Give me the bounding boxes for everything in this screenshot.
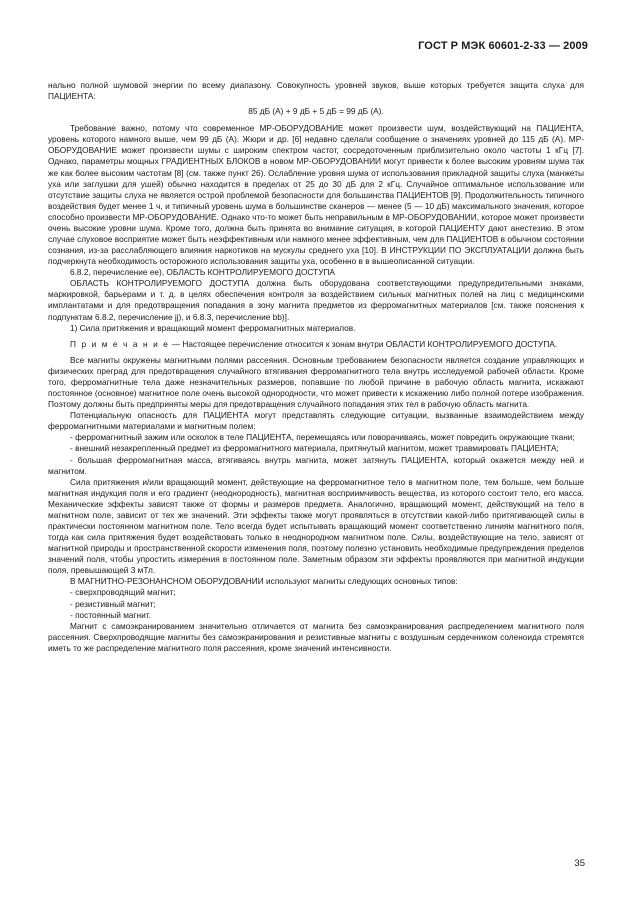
list-item: 1) Сила притяжения и вращающий момент ферромагнитных материалов. bbox=[70, 322, 356, 333]
paragraph: Потенциальную опасность для ПАЦИЕНТА могут представлять следующие ситуации, вызванные взаимодействием между ферромагнитными материалами и магнитным полем: bbox=[48, 410, 584, 432]
list-item: - внешний незакрепленный предмет из ферромагнитного материала, притянутый магнитом, может травмировать ПАЦИЕНТА; bbox=[70, 443, 559, 454]
list-item: - постоянный магнит. bbox=[70, 609, 151, 620]
paragraph: Требование важно, потому что современное МР-ОБОРУДОВАНИЕ может произвести шум, воздействующий на ПАЦИЕНТА, уровень которого намного выше, чем 99 дБ (А). Жюри и др. [6] недавно сделали сообщение о значениях уровней до 115 дБ (А). МР-ОБОРУДОВАНИЕ может произвести шумы с широким спектром частот, сосредоточенным приблизительно около частоты 1 кГц [7]. Однако, параметры мощных ГРАДИЕНТНЫХ БЛОКОВ в новом МР-ОБОРУДОВАНИИ могут привести к более высоким уровням шума так же как более высоким частотам [8] (см. также пункт 26). Ослабление уровня шума от использования прикладной защиты слуха (манжеты уха или заглушки для ушей) обычно находится в пределах от 25 до 30 дБ для 2 кГц. Случайное оптимальное использование или отсутствие защиты слуха не является острой проблемой безопасности для большинства ПАЦИЕНТОВ [9]. Продолжительность типичного воздействия будет менее 1 ч, и типичный уровень шума в большинстве сканеров — менее (5 — 10 дБ) максимального значения, которое способно произвести МР-ОБОРУДОВАНИЕ. Однако что-то может быть неправильным в МР-ОБОРУДОВАНИИ, которое может произвести очень высокие уровни шума. Кроме того, должна быть принята во внимание ситуация, в которой ПАЦИЕНТУ дают анестезию. В этом случае слуховое восприятие может быть неэффективным или намного менее эффективным, чем для ПАЦИЕНТОВ в обычном состоянии сознания, из-за расслабляющего влияния наркотиков на мускулы среднего уха [10]. В ИНСТРУКЦИИ ПО ЭКСПЛУАТАЦИИ должна быть подчеркнута необходимость осторожного использования защиты уха, особенно в в вышеописанной ситуации. bbox=[48, 123, 584, 267]
list-item: - сверхпроводящий магнит; bbox=[70, 587, 176, 598]
note bbox=[48, 339, 584, 350]
paragraph: Все магниты окружены магнитными полями рассеяния. Основным требованием безопасности является создание управляющих и физических преград для предотвращения случайного втягивания ферромагнитного тела внутрь исследуемой рабочей области. Кроме того, ферромагнитные тела даже незначительных размеров, попавшие по любой причине в рабочую область магнита, искажают постоянное (основное) магнитное поле очень высокой однородности, что может привести к искажению либо полной потере изображения. Поэтому должны быть предприняты меры для предотвращения случайного попадания этих тел в рабочую область магнита. bbox=[48, 354, 584, 410]
formula: 85 дБ (A) + 9 дБ + 5 дБ = 99 дБ (A). bbox=[248, 106, 384, 117]
paragraph: Магнит с самоэкранированием значительно отличается от магнита без самоэкранирования распределением магнитного поля рассеяния. Сверхпроводящие магниты без самоэкранирования и резистивные магниты с воздушным сердечником соленоида стремятся иметь то же распределение магнитного поля рассеяния, кроме значений интенсивности. bbox=[48, 620, 584, 653]
list-item: - ферромагнитный зажим или осколок в теле ПАЦИЕНТА, перемещаясь или поворачиваясь, может повредить окружающие ткани; bbox=[70, 432, 575, 443]
page-body bbox=[48, 80, 584, 654]
paragraph: В МАГНИТНО-РЕЗОНАНСНОМ ОБОРУДОВАНИИ используют магниты следующих основных типов: bbox=[70, 576, 458, 587]
document-header: ГОСТ Р МЭК 60601-2-33 — 2009 bbox=[418, 40, 588, 52]
paragraph: Сила притяжения и/или вращающий момент, действующие на ферромагнитное тело в магнитном поле, тем больше, чем больше магнитная индукция поля и его градиент (неоднородность), магнитная восприимчивость вещества, из которого состоит тело, его масса. Механические эффекты зависят также от формы и размеров предмета. Аналогично, вращающий момент, действующий на тело в магнитном поле, зависит от тех же значений. Эти эффекты также могут проявляться в отсутствии какой-либо притягивающей силы в практически постоянном магнитном поле. Тело всегда будет испытывать вращающий момент соответственно линиям магнитного поля, тогда как сила притяжения будет воздействовать только в неоднородном магнитном поле. Силы, воздействующие на тело, зависят от магнитной природы и пространственной скорости изменения поля, поэтому полезно установить необходимые предупреждения пределов значений поля, чтобы упростить измерения в постоянном поле. Заметным образом эти эффекты проявляются при магнитной индукции поля, превышающей 3 мТл. bbox=[48, 476, 584, 576]
paragraph: нально полной шумовой энергии по всему диапазону. Совокупность уровней звуков, выше которых требуется защита слуха для ПАЦИЕНТА: bbox=[48, 80, 584, 102]
page-number: 35 bbox=[574, 858, 585, 869]
note-text: — Настоящее перечисление относится к зонам внутри ОБЛАСТИ КОНТРОЛИРУЕМОГО ДОСТУПА. bbox=[169, 338, 558, 349]
section-heading: 6.8.2, перечисление ее), ОБЛАСТЬ КОНТРОЛИРУЕМОГО ДОСТУПА bbox=[70, 267, 335, 278]
list-item: - резистивный магнит; bbox=[70, 598, 156, 609]
paragraph: ОБЛАСТЬ КОНТРОЛИРУЕМОГО ДОСТУПА должна быть оборудована соответствующими предупредительными знаками, маркировкой, барьерами и т. д. в целях обеспечения контроля за воздействием сильных магнитных полей на лиц с медицинскими имплантатами и для предотвращения попадания в зону магнита предметов из ферромагнитных материалов [см. также пояснения к подпунктам 6.8.2, перечисление jj), и 6.8.3, перечисление bb)]. bbox=[48, 278, 584, 322]
note-label: П р и м е ч а н и е bbox=[70, 338, 170, 349]
list-item: - большая ферромагнитная масса, втягиваясь внутрь магнита, может затянуть ПАЦИЕНТА, который окажется между ней и магнитом. bbox=[48, 454, 584, 476]
